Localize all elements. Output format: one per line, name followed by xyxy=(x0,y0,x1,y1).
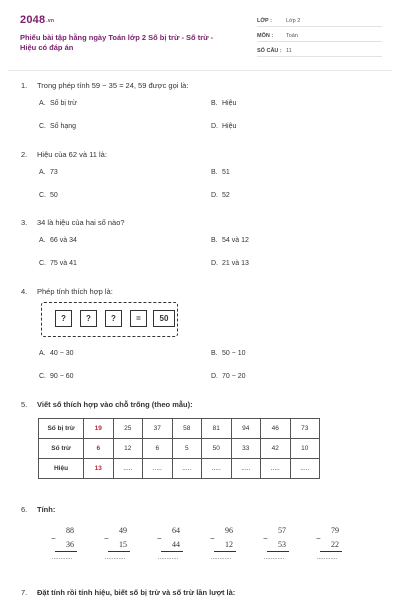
logo-text: 2048 xyxy=(20,14,46,26)
option-text: 75 và 41 xyxy=(50,260,77,267)
option-text: 90 − 60 xyxy=(50,373,74,380)
option-b[interactable] xyxy=(211,350,246,357)
table-cell: 42 xyxy=(261,439,291,459)
subtraction-problem xyxy=(104,526,134,566)
equation-box xyxy=(41,302,178,337)
minuend: 88 xyxy=(66,526,74,535)
table-cell: 25 xyxy=(113,419,143,439)
option-letter: A. xyxy=(39,237,46,244)
meta-value: Lớp 2 xyxy=(286,17,301,24)
equation-blank[interactable]: ? xyxy=(55,310,72,327)
answer-blank[interactable]: ............ xyxy=(317,555,338,561)
table-cell: 37 xyxy=(143,419,173,439)
subtrahend: 15 xyxy=(119,540,127,549)
option-b[interactable] xyxy=(211,237,249,244)
minuend: 96 xyxy=(225,526,233,535)
option-letter: A. xyxy=(39,350,46,357)
header-divider xyxy=(8,70,392,71)
question-text: Viết số thích hợp vào chỗ trống (theo mẫu): xyxy=(37,400,193,409)
logo-suffix: .vn xyxy=(46,18,55,24)
question-text: 34 là hiệu của hai số nào? xyxy=(37,218,125,227)
option-text: 66 và 34 xyxy=(50,237,77,244)
question-text: Trong phép tính 59 − 35 = 24, 59 được gọi là: xyxy=(37,81,189,90)
option-letter: D. xyxy=(211,373,218,380)
answer-blank[interactable]: ..... xyxy=(290,459,320,479)
option-c[interactable] xyxy=(39,123,76,130)
subtrahend: 36 xyxy=(66,540,74,549)
minuend: 79 xyxy=(331,526,339,535)
equation-blank[interactable]: ? xyxy=(105,310,122,327)
option-d[interactable] xyxy=(211,123,236,130)
subtrahend: 22 xyxy=(331,540,339,549)
table-cell: 13 xyxy=(84,459,114,479)
sum-line xyxy=(55,551,77,552)
row-header: Số bị trừ xyxy=(39,419,84,439)
sum-line xyxy=(108,551,130,552)
row-header: Hiệu xyxy=(39,459,84,479)
table-cell: 50 xyxy=(202,439,232,459)
question-number: 6. xyxy=(21,505,28,514)
table-cell: 58 xyxy=(172,419,202,439)
question-text: Tính: xyxy=(37,505,56,514)
option-a[interactable] xyxy=(39,100,77,107)
minus-sign: − xyxy=(263,534,268,543)
answer-blank[interactable]: ..... xyxy=(231,459,261,479)
option-letter: B. xyxy=(211,100,218,107)
subtraction-problem xyxy=(157,526,187,566)
table-cell: 94 xyxy=(231,419,261,439)
table-cell: 33 xyxy=(231,439,261,459)
sum-line xyxy=(214,551,236,552)
option-a[interactable] xyxy=(39,169,58,176)
meta-row-subject xyxy=(257,30,382,42)
sum-line xyxy=(161,551,183,552)
sum-line xyxy=(320,551,342,552)
table-cell: 12 xyxy=(113,439,143,459)
minus-sign: − xyxy=(157,534,162,543)
minus-sign: − xyxy=(51,534,56,543)
option-letter: A. xyxy=(39,169,46,176)
table-cell: 10 xyxy=(290,439,320,459)
site-logo[interactable] xyxy=(20,14,54,26)
question-number: 3. xyxy=(21,218,28,227)
fill-in-table xyxy=(38,418,320,479)
minuend: 64 xyxy=(172,526,180,535)
answer-blank[interactable]: ..... xyxy=(261,459,291,479)
option-c[interactable] xyxy=(39,192,58,199)
question-number: 1. xyxy=(21,81,28,90)
option-b[interactable] xyxy=(211,100,236,107)
question-text: Phép tính thích hợp là: xyxy=(37,287,113,296)
option-letter: A. xyxy=(39,100,46,107)
answer-blank[interactable]: ..... xyxy=(113,459,143,479)
option-text: Hiệu xyxy=(222,123,237,130)
option-d[interactable] xyxy=(211,260,249,267)
table-cell: 73 xyxy=(290,419,320,439)
option-a[interactable] xyxy=(39,237,77,244)
subtraction-problem xyxy=(316,526,346,566)
option-letter: B. xyxy=(211,237,218,244)
sum-line xyxy=(267,551,289,552)
option-text: Số bị trừ xyxy=(50,100,77,107)
option-d[interactable] xyxy=(211,373,246,380)
table-cell: 81 xyxy=(202,419,232,439)
meta-row-count xyxy=(257,45,382,57)
table-cell: 6 xyxy=(84,439,114,459)
meta-key: LỚP : xyxy=(257,17,272,24)
table-row-difference xyxy=(39,459,320,479)
meta-row-class xyxy=(257,15,382,27)
option-text: 52 xyxy=(222,192,230,199)
row-header: Số trừ xyxy=(39,439,84,459)
meta-value: 11 xyxy=(286,47,292,54)
option-c[interactable] xyxy=(39,373,74,380)
subtrahend: 44 xyxy=(172,540,180,549)
option-letter: D. xyxy=(211,260,218,267)
answer-blank[interactable]: ..... xyxy=(172,459,202,479)
table-row-minuend xyxy=(39,419,320,439)
question-number: 2. xyxy=(21,150,28,159)
worksheet-header xyxy=(20,14,382,62)
table-row-subtrahend xyxy=(39,439,320,459)
answer-blank[interactable]: ............ xyxy=(264,555,285,561)
option-text: Hiệu xyxy=(222,100,237,107)
option-text: 54 và 12 xyxy=(222,237,249,244)
option-text: 70 − 20 xyxy=(222,373,246,380)
table-cell: 46 xyxy=(261,419,291,439)
answer-blank[interactable]: ............ xyxy=(105,555,126,561)
minuend: 57 xyxy=(278,526,286,535)
table-cell: 19 xyxy=(84,419,114,439)
subtraction-problem xyxy=(210,526,240,566)
option-text: 21 và 13 xyxy=(222,260,249,267)
question-number: 4. xyxy=(21,287,28,296)
option-letter: C. xyxy=(39,373,46,380)
minus-sign: − xyxy=(104,534,109,543)
option-letter: C. xyxy=(39,192,46,199)
answer-blank[interactable]: ..... xyxy=(143,459,173,479)
meta-key: MÔN : xyxy=(257,32,274,39)
worksheet-meta xyxy=(257,15,382,60)
subtraction-problem xyxy=(263,526,293,566)
option-letter: C. xyxy=(39,260,46,267)
option-letter: D. xyxy=(211,123,218,130)
subtrahend: 12 xyxy=(225,540,233,549)
subtrahend: 53 xyxy=(278,540,286,549)
option-a[interactable] xyxy=(39,350,74,357)
equals-sign: = xyxy=(130,310,147,327)
equation-result: 50 xyxy=(153,310,175,327)
option-d[interactable] xyxy=(211,192,230,199)
option-letter: B. xyxy=(211,350,218,357)
question-text: Đặt tính rồi tính hiệu, biết số bị trừ và số trừ lần lượt là: xyxy=(37,588,236,597)
minuend: 49 xyxy=(119,526,127,535)
option-text: 73 xyxy=(50,169,58,176)
option-text: 50 − 10 xyxy=(222,350,246,357)
table-cell: 6 xyxy=(143,439,173,459)
worksheet-title: Phiếu bài tập hằng ngày Toán lớp 2 Số bị trừ - Số trừ - Hiệu có đáp án xyxy=(20,33,214,52)
option-letter: D. xyxy=(211,192,218,199)
meta-value: Toán xyxy=(286,32,298,39)
option-letter: B. xyxy=(211,169,218,176)
answer-blank[interactable]: ............ xyxy=(52,555,73,561)
option-text: Số hạng xyxy=(50,123,77,130)
table-cell: 5 xyxy=(172,439,202,459)
question-number: 7. xyxy=(21,588,28,597)
meta-key: SỐ CÂU : xyxy=(257,47,282,54)
question-number: 5. xyxy=(21,400,28,409)
option-b[interactable] xyxy=(211,169,230,176)
answer-blank[interactable]: ..... xyxy=(202,459,232,479)
option-text: 40 − 30 xyxy=(50,350,74,357)
minus-sign: − xyxy=(316,534,321,543)
question-text: Hiệu của 62 và 11 là: xyxy=(37,150,107,159)
subtraction-problem xyxy=(51,526,81,566)
option-text: 50 xyxy=(50,192,58,199)
option-text: 51 xyxy=(222,169,230,176)
answer-blank[interactable]: ............ xyxy=(211,555,232,561)
option-c[interactable] xyxy=(39,260,77,267)
minus-sign: − xyxy=(210,534,215,543)
equation-blank[interactable]: ? xyxy=(80,310,97,327)
answer-blank[interactable]: ............ xyxy=(158,555,179,561)
option-letter: C. xyxy=(39,123,46,130)
